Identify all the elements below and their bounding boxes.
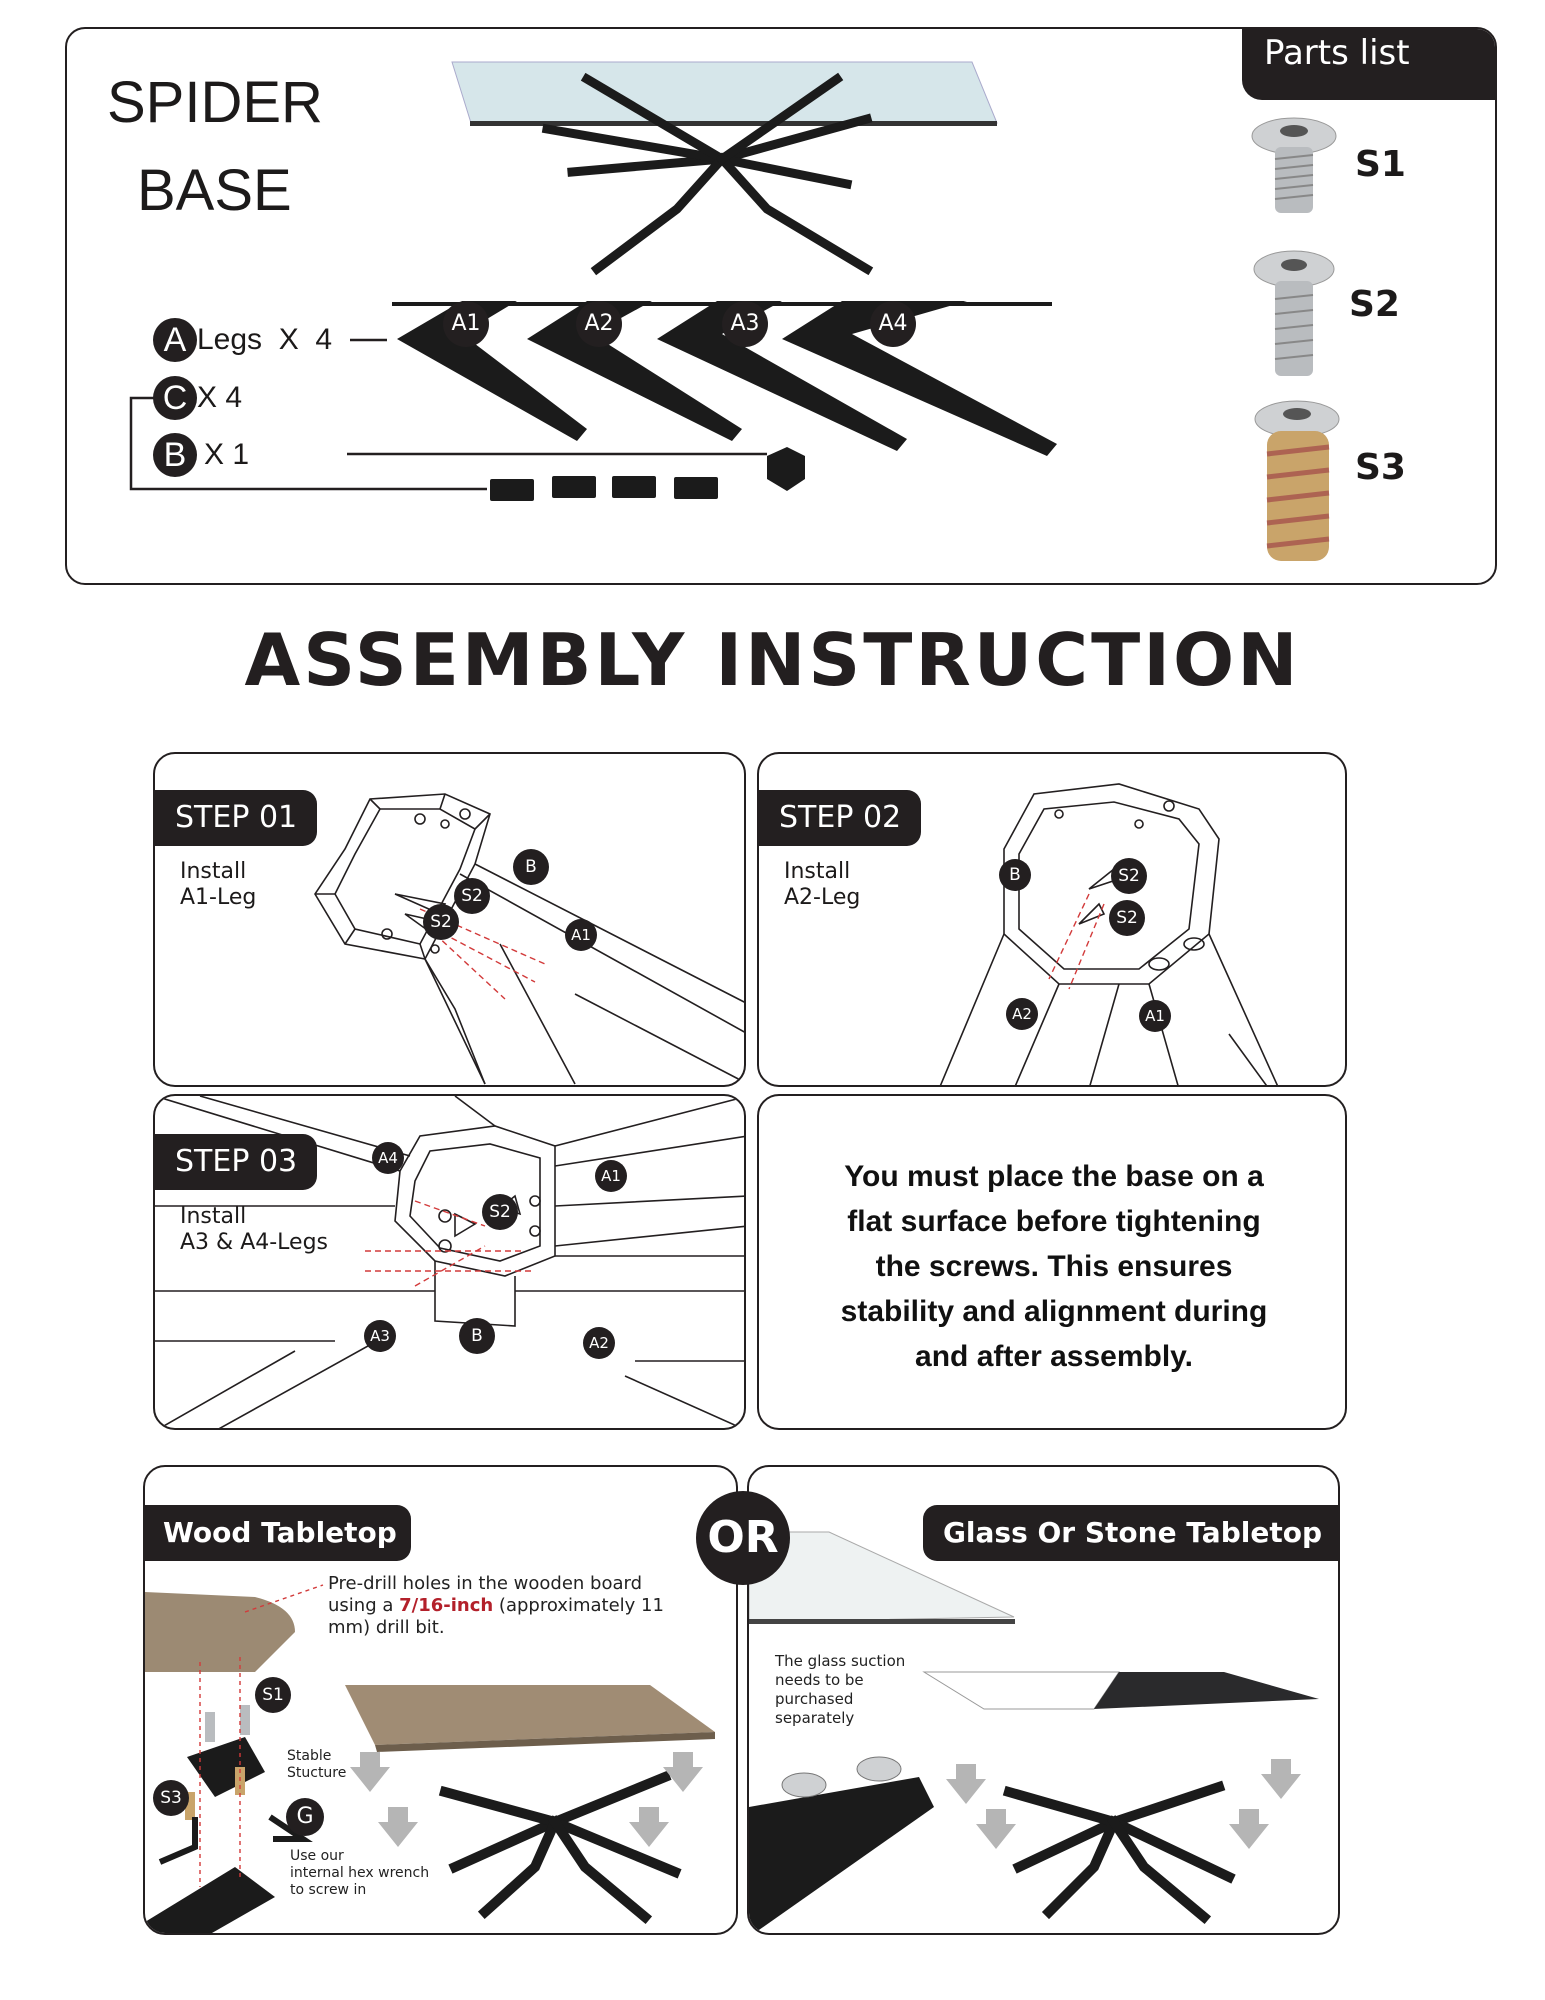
step-02-panel <box>757 752 1347 1087</box>
step-03-desc-line1: Install <box>180 1204 247 1229</box>
component-b-letter: B <box>153 433 197 477</box>
part-code-s3: S3 <box>1355 447 1406 488</box>
step-01-badge-s2b: S2 <box>423 904 459 940</box>
step-03-badge-s2: S2 <box>482 1194 518 1230</box>
hex-wrench-caption <box>290 1848 429 1899</box>
leg-label-a2: A2 <box>576 301 622 347</box>
notice-line-4: stability and alignment during <box>840 1295 1268 1328</box>
wood-badge-s3: S3 <box>153 1780 189 1816</box>
step-03-badge-b: B <box>459 1318 495 1354</box>
notice-line-1: You must place the base on a <box>844 1160 1264 1193</box>
leg-label-a1: A1 <box>443 301 489 347</box>
suction-note-line3: purchased <box>775 1690 854 1708</box>
component-c-text: X 4 <box>197 381 243 414</box>
hero-title <box>107 59 323 235</box>
step-02-label: STEP 02 <box>759 790 921 846</box>
wood-instr-line2 <box>328 1595 664 1617</box>
or-badge <box>696 1491 790 1585</box>
drill-size-highlight: 7/16-inch <box>399 1595 494 1616</box>
notice-line-5: and after assembly. <box>915 1340 1193 1373</box>
leg-label-a3: A3 <box>722 301 768 347</box>
wood-badge-s1: S1 <box>255 1677 291 1713</box>
hex-line3: to screw in <box>290 1882 367 1898</box>
notice-panel <box>757 1094 1347 1430</box>
stable-line1: Stable <box>287 1748 332 1764</box>
or-label: OR <box>707 1512 779 1563</box>
leg-label-a4: A4 <box>870 301 916 347</box>
wood-badge-g: G <box>286 1798 324 1836</box>
part-code-s2: S2 <box>1349 284 1400 325</box>
suction-note <box>775 1652 905 1728</box>
wood-instr-post: (approximately 11 <box>493 1595 664 1616</box>
wood-instr-line3: mm) drill bit. <box>328 1617 445 1638</box>
hex-line1: Use our <box>290 1848 344 1864</box>
component-a-text: Legs X 4 <box>197 323 333 356</box>
step-03-badge-a3: A3 <box>364 1320 396 1352</box>
step-03-badge-a2: A2 <box>583 1327 615 1359</box>
stable-line2: Stucture <box>287 1765 347 1781</box>
step-02-desc-line1: Install <box>784 859 851 884</box>
suction-note-line4: separately <box>775 1709 855 1727</box>
step-01-desc-line2: A1-Leg <box>180 885 257 910</box>
hero-panel <box>65 27 1497 585</box>
step-01-panel <box>153 752 746 1087</box>
step-02-badge-s2b: S2 <box>1109 900 1145 936</box>
step-03-badge-a1: A1 <box>595 1160 627 1192</box>
step-01-desc-line1: Install <box>180 859 247 884</box>
suction-note-line1: The glass suction <box>775 1652 906 1670</box>
step-02-badge-a2: A2 <box>1006 998 1038 1030</box>
glass-stone-panel <box>747 1465 1340 1935</box>
parts-list-title: Parts list <box>1264 33 1410 73</box>
step-02-badge-a1: A1 <box>1139 1000 1171 1032</box>
step-02-badge-s2a: S2 <box>1111 858 1147 894</box>
wood-instr-pre: using a <box>328 1595 400 1616</box>
suction-note-line2: needs to be <box>775 1671 864 1689</box>
stable-structure-caption <box>287 1748 346 1782</box>
wood-instr-line1: Pre-drill holes in the wooden board <box>328 1573 643 1594</box>
step-01-badge-a1: A1 <box>565 919 597 951</box>
step-03-label: STEP 03 <box>155 1134 317 1190</box>
step-01-desc <box>180 859 256 911</box>
hero-title-line2: BASE <box>137 158 292 223</box>
parts-list-header <box>1242 27 1497 100</box>
notice-line-3: the screws. This ensures <box>875 1250 1233 1283</box>
screw-s3 <box>1255 401 1339 561</box>
step-03-badge-a4: A4 <box>372 1142 404 1174</box>
step-03-desc-line2: A3 & A4-Legs <box>180 1230 329 1255</box>
main-title: ASSEMBLY INSTRUCTION <box>244 618 1301 702</box>
part-code-s1: S1 <box>1355 144 1406 185</box>
step-03-desc <box>180 1204 328 1256</box>
step-02-desc <box>784 859 860 911</box>
wood-tabletop-panel <box>143 1465 738 1935</box>
notice-line-2: flat surface before tightening <box>847 1205 1261 1238</box>
component-b-text: X 1 <box>204 438 250 471</box>
wood-instructions <box>328 1573 664 1639</box>
hex-line2: internal hex wrench <box>290 1865 430 1881</box>
screw-s1 <box>1252 118 1336 213</box>
step-01-badge-s2a: S2 <box>454 878 490 914</box>
step-02-desc-line2: A2-Leg <box>784 885 861 910</box>
step-02-badge-b: B <box>999 859 1031 891</box>
component-a-letter: A <box>153 318 197 362</box>
hero-title-line1: SPIDER <box>107 70 323 135</box>
glass-top <box>452 62 997 123</box>
step-01-label: STEP 01 <box>155 790 317 846</box>
component-c-letter: C <box>153 376 197 420</box>
step-01-badge-b: B <box>513 849 549 885</box>
glass-title: Glass Or Stone Tabletop <box>923 1505 1338 1561</box>
screw-s2 <box>1254 251 1334 376</box>
notice-text <box>759 1154 1347 1379</box>
wood-title: Wood Tabletop <box>145 1505 411 1561</box>
step-03-panel <box>153 1094 746 1430</box>
